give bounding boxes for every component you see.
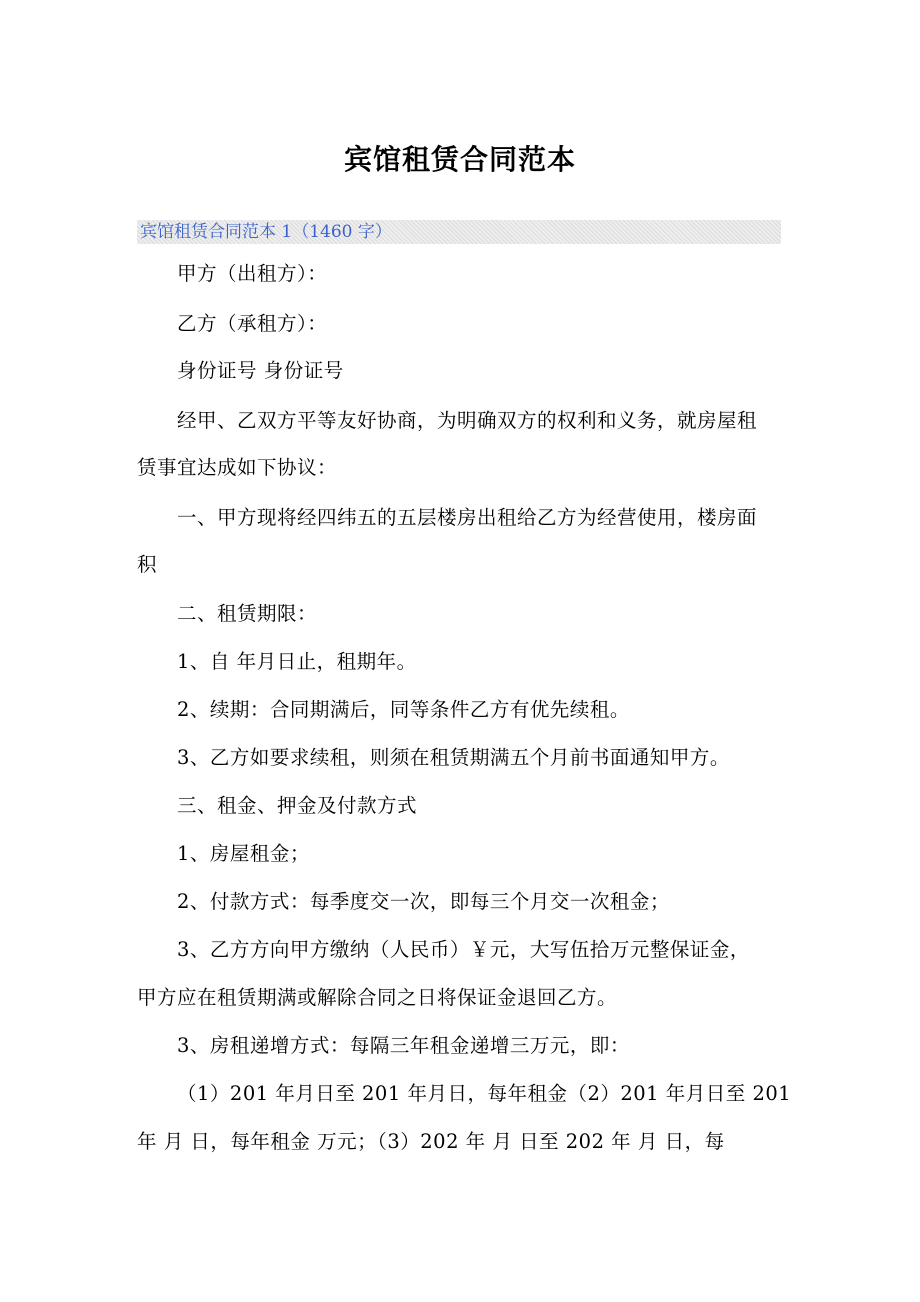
clause-3-item-1: 1、房屋租金； — [177, 842, 310, 865]
clause-3-item-3-line-1: 3、乙方方向甲方缴纳（人民币）￥元，大写伍拾万元整保证金， — [177, 938, 750, 961]
party-a-line: 甲方（出租方）： — [177, 262, 328, 285]
document-title: 宾馆租赁合同范本 — [343, 143, 576, 176]
clause-2-item-1: 1、自 年月日止，租期年。 — [177, 650, 417, 673]
clause-3-item-4: 3、房租递增方式：每隔三年租金递增三万元，即： — [177, 1034, 630, 1057]
rent-schedule-line-2: 年 月 日，每年租金 万元；（3）202 年 月 日至 202 年 月 日，每 — [137, 1130, 725, 1153]
clause-3-item-3-line-2: 甲方应在租赁期满或解除合同之日将保证金退回乙方。 — [137, 986, 618, 1009]
clause-2-heading: 二、租赁期限： — [177, 602, 318, 625]
preamble-paragraph-line-1: 经甲、乙双方平等友好协商，为明确双方的权利和义务，就房屋租 — [177, 409, 758, 432]
party-b-line: 乙方（承租方）： — [177, 312, 328, 335]
clause-1-line-2: 积 — [137, 553, 158, 576]
clause-2-item-2: 2、续期：合同期满后，同等条件乙方有优先续租。 — [177, 698, 630, 721]
clause-3-heading: 三、租金、押金及付款方式 — [177, 794, 418, 817]
section-heading: 宾馆租赁合同范本 1（1460 字） — [140, 222, 392, 242]
section-heading-bar — [137, 220, 781, 244]
preamble-paragraph-line-2: 赁事宜达成如下协议： — [137, 456, 338, 479]
id-number-line: 身份证号 身份证号 — [177, 359, 344, 382]
clause-3-item-2: 2、付款方式：每季度交一次，即每三个月交一次租金； — [177, 890, 670, 913]
clause-2-item-3: 3、乙方如要求续租，则须在租赁期满五个月前书面通知甲方。 — [177, 746, 730, 769]
clause-1-line-1: 一、甲方现将经四纬五的五层楼房出租给乙方为经营使用，楼房面 — [177, 506, 758, 529]
rent-schedule-line-1: （1）201 年月日至 201 年月日，每年租金（2）201 年月日至 201 — [177, 1082, 792, 1105]
